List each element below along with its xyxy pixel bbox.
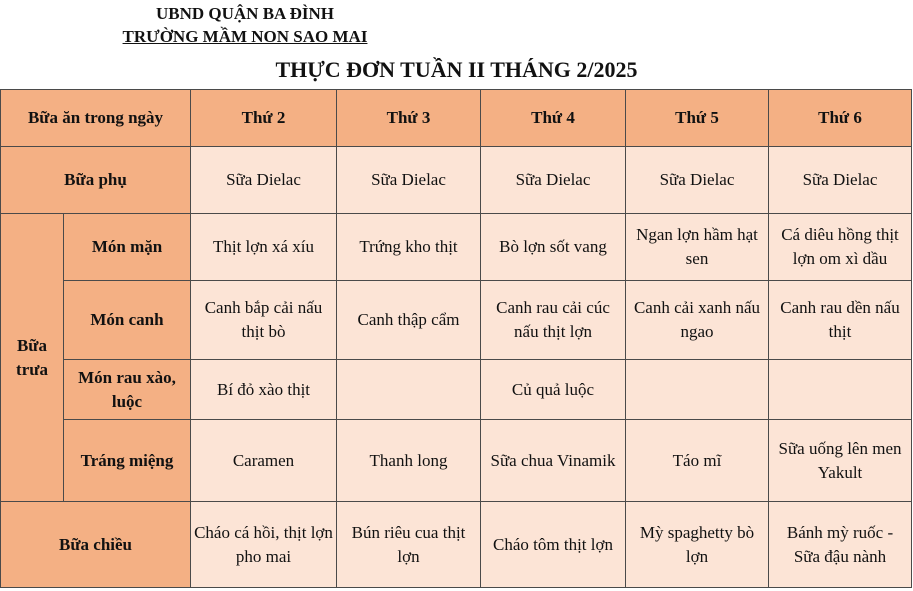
weekly-menu-table [0, 89, 912, 588]
table-header-row [1, 90, 912, 147]
table-row [1, 214, 912, 281]
day-header-tue: Thứ 3 [337, 90, 481, 147]
corner-header: Bữa ăn trong ngày [1, 90, 191, 147]
menu-cell: Sữa uống lên men Yakult [769, 420, 912, 502]
menu-cell: Sữa Dielac [337, 147, 481, 214]
org-line-school: TRƯỜNG MẦM NON SAO MAI [122, 27, 368, 46]
menu-cell [337, 360, 481, 420]
day-header-wed: Thứ 4 [481, 90, 626, 147]
menu-cell [626, 360, 769, 420]
dish-label-mon-rau: Món rau xào, luộc [64, 360, 191, 420]
menu-cell: Củ quả luộc [481, 360, 626, 420]
menu-cell: Trứng kho thịt [337, 214, 481, 281]
menu-cell: Sữa Dielac [626, 147, 769, 214]
menu-cell: Bánh mỳ ruốc - Sữa đậu nành [769, 502, 912, 588]
menu-cell: Canh rau cải cúc nấu thịt lợn [481, 281, 626, 360]
page-title: THỰC ĐƠN TUẦN II THÁNG 2/2025 [275, 57, 638, 82]
day-header-mon: Thứ 2 [191, 90, 337, 147]
menu-cell: Cháo tôm thịt lợn [481, 502, 626, 588]
menu-cell: Thanh long [337, 420, 481, 502]
menu-cell: Canh cải xanh nấu ngao [626, 281, 769, 360]
menu-cell: Táo mĩ [626, 420, 769, 502]
dish-label-mon-man: Món mặn [64, 214, 191, 281]
menu-cell: Ngan lợn hầm hạt sen [626, 214, 769, 281]
table-row [1, 360, 912, 420]
meal-label-bua-trua: Bữa trưa [1, 214, 64, 502]
menu-cell: Sữa chua Vinamik [481, 420, 626, 502]
menu-cell: Bí đỏ xào thịt [191, 360, 337, 420]
menu-cell: Sữa Dielac [481, 147, 626, 214]
table-row [1, 502, 912, 588]
day-header-thu: Thứ 5 [626, 90, 769, 147]
day-header-fri: Thứ 6 [769, 90, 912, 147]
menu-cell: Canh rau dền nấu thịt [769, 281, 912, 360]
org-line-district: UBND QUẬN BA ĐÌNH [155, 4, 335, 23]
menu-cell: Bún riêu cua thịt lợn [337, 502, 481, 588]
menu-cell: Sữa Dielac [769, 147, 912, 214]
menu-cell: Thịt lợn xá xíu [191, 214, 337, 281]
menu-cell: Cá diêu hồng thịt lợn om xì dầu [769, 214, 912, 281]
table-row [1, 420, 912, 502]
meal-label-bua-chieu: Bữa chiều [1, 502, 191, 588]
menu-cell: Mỳ spaghetty bò lợn [626, 502, 769, 588]
dish-label-mon-canh: Món canh [64, 281, 191, 360]
table-row [1, 147, 912, 214]
menu-cell: Bò lợn sốt vang [481, 214, 626, 281]
menu-cell: Caramen [191, 420, 337, 502]
org-header [100, 2, 390, 48]
table-row [1, 281, 912, 360]
meal-label-bua-phu: Bữa phụ [1, 147, 191, 214]
menu-cell: Cháo cá hồi, thịt lợn pho mai [191, 502, 337, 588]
menu-cell: Canh thập cẩm [337, 281, 481, 360]
dish-label-trang-mieng: Tráng miệng [64, 420, 191, 502]
menu-cell [769, 360, 912, 420]
menu-cell: Canh bắp cải nấu thịt bò [191, 281, 337, 360]
menu-cell: Sữa Dielac [191, 147, 337, 214]
